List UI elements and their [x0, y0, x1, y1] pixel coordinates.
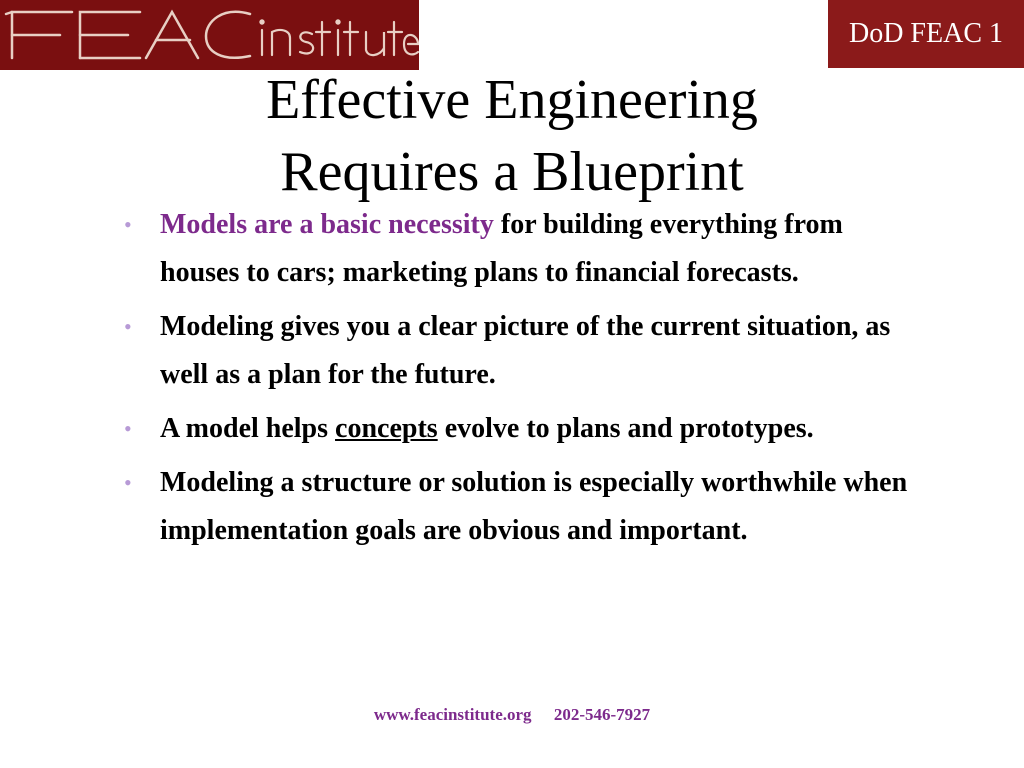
- bullet-item-3: [120, 405, 920, 453]
- title-line-2: Requires a Blueprint: [280, 141, 744, 203]
- course-badge: DoD FEAC 1: [828, 0, 1024, 68]
- bullet-list: [120, 201, 920, 561]
- bullet-3-text-before: A model helps: [160, 413, 336, 444]
- bullet-3-underlined: concepts: [335, 413, 438, 444]
- footer-url-link[interactable]: www.feacinstitute.org: [373, 705, 532, 724]
- feac-institute-logo: [0, 0, 419, 70]
- footer-phone: 202-546-7927: [553, 705, 651, 724]
- title-line-1: Effective Engineering: [266, 69, 758, 131]
- slide-footer: [0, 705, 1024, 725]
- bullet-3-text-after: evolve to plans and prototypes.: [437, 413, 814, 444]
- bullet-item-4: [120, 459, 920, 555]
- bullet-2-text: Modeling gives you a clear picture of the current situation, as well as a plan for the future.: [160, 311, 891, 390]
- bullet-dot-icon: •: [124, 212, 132, 237]
- bullet-dot-icon: •: [124, 470, 132, 495]
- bullet-4-text: Modeling a structure or solution is especially worthwhile when implementation goals are obvious and important.: [160, 467, 908, 546]
- bullet-dot-icon: •: [124, 314, 132, 339]
- bullet-1-text: for building everything from houses to cars; marketing plans to financial forecasts.: [160, 209, 843, 288]
- slide-title: [0, 64, 1024, 208]
- bullet-item-2: [120, 303, 920, 399]
- logo-graphic: [0, 0, 419, 70]
- bullet-1-highlight: Models are a basic necessity: [160, 209, 494, 240]
- bullet-item-1: [120, 201, 920, 297]
- bullet-dot-icon: •: [124, 416, 132, 441]
